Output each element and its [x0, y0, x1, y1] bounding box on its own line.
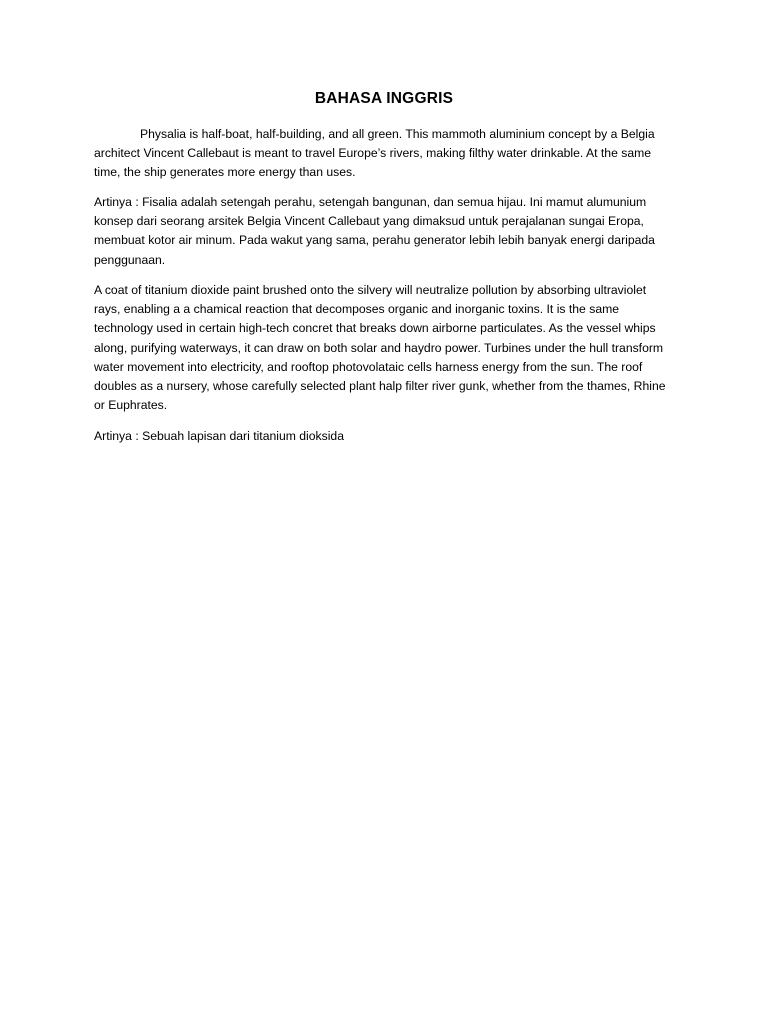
paragraph-english-2: A coat of titanium dioxide paint brushed onto the silvery will neutralize pollution by absorbing ultraviolet rays, enabling a a chamical reaction that decomposes organic and inorganic toxins. It is the same technology used in certain high-tech concret that breaks down airborne particulates. As the vessel whips along, purifying waterways, it can draw on both solar and haydro power. Turbines under the hull transform water movement into electricity, and rooftop photovolataic cells harness energy from the sun. The roof doubles as a nursery, whose carefully selected plant halp filter river gunk, whether from the thames, Rhine or Euphrates. [94, 283, 666, 413]
paragraph-english-1-text: Physalia is half-boat, half-building, and all green. This mammoth aluminium concept by a Belgia architect Vincent Callebaut is meant to travel Europe’s rivers, making filthy water drinkable. At the same time, the ship generates more energy than uses. [94, 127, 655, 180]
paragraph-english-1 [94, 125, 674, 183]
paragraph-translation-2: Artinya : Sebuah lapisan dari titanium dioksida [94, 429, 344, 443]
document-title: BAHASA INGGRIS [314, 90, 454, 107]
paragraph-translation-1: Artinya : Fisalia adalah setengah perahu, setengah bangunan, dan semua hijau. Ini mamut alumunium konsep dari seorang arsitek Belgia Vincent Callebaut yang dimaksud untuk perajalanan sungai Eropa, membuat kotor air minum. Pada wakut yang sama, perahu generator lebih lebih banyak energi daripada penggunaan. [94, 195, 655, 267]
